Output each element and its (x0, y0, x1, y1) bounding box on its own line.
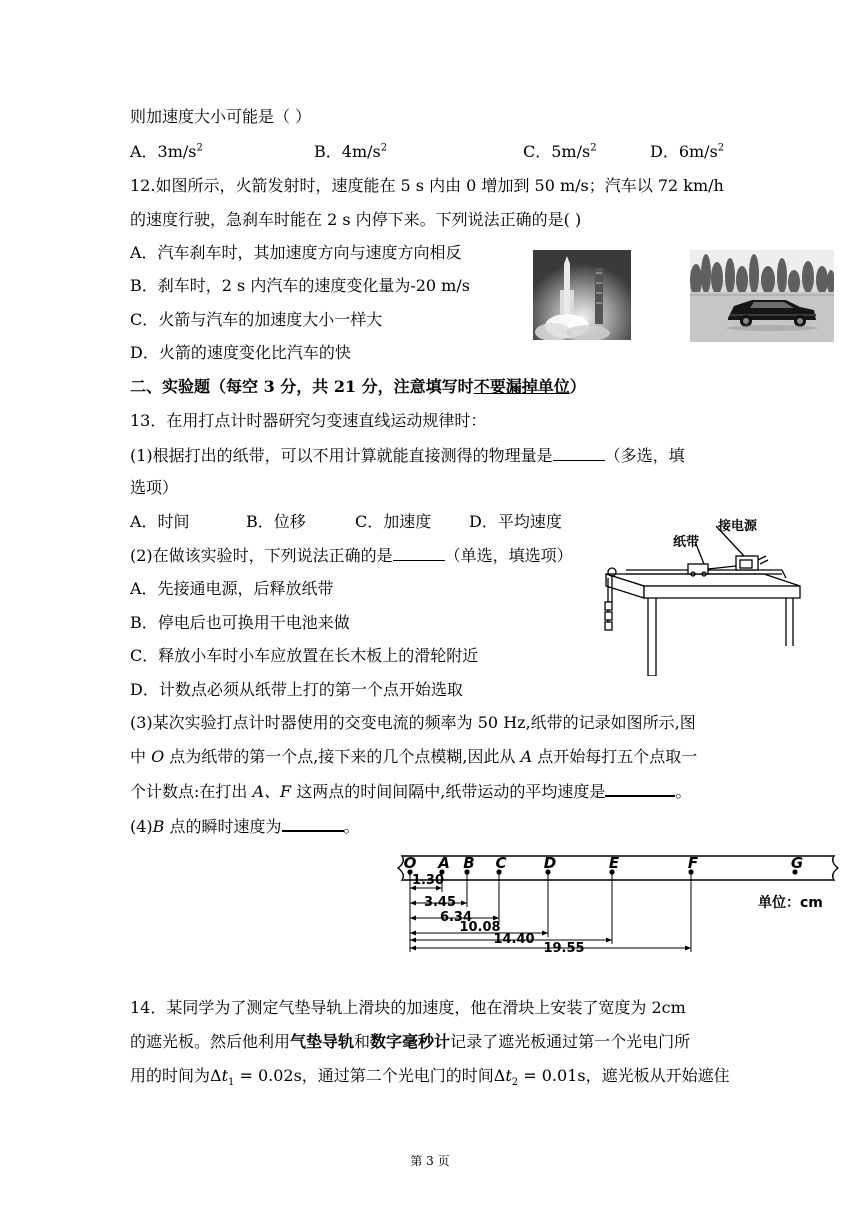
q11-option-a: A．$3m/s^2$ (130, 142, 203, 161)
tape-label-a: A (438, 854, 450, 872)
q14-line3: 用的时间为$\Delta t_1 = 0.02s$，通过第二个光电门的时间$\Delta t_2 = 0.01s$，遮光板从开始遮住 (130, 1066, 730, 1089)
q13-p1-option-a: A．时间 (130, 512, 190, 531)
q12-option-b: B．刹车时，2 s 内汽车的速度变化量为-20 m/s (130, 276, 470, 295)
answer-blank[interactable] (282, 815, 344, 832)
tape-distance-5: 14.40 (493, 932, 535, 947)
q13-p2-option-b: B．停电后也可换用干电池来做 (130, 613, 350, 632)
tape-label-g: G (790, 854, 804, 872)
answer-blank[interactable] (393, 545, 445, 561)
q11-tail: 则加速度大小可能是（ ） (130, 107, 312, 126)
tape-label-f: F (687, 854, 699, 872)
q13-part3-line3: 个计数点:在打出 A、F 这两点的时间间隔中,纸带运动的平均速度是 。 (130, 782, 692, 801)
tape-unit: 单位：cm (758, 895, 823, 911)
q13-stem: 13．在用打点计时器研究匀变速直线运动规律时： (130, 411, 487, 430)
tape-distance-1: 1.30 (411, 873, 445, 888)
section-2-heading: 二、实验题（每空 3 分，共 21 分，注意填写时不要漏掉单位） (130, 377, 586, 396)
tape-label-e: E (608, 854, 620, 872)
car-photo (690, 250, 834, 342)
label-tape: 纸带 (672, 535, 700, 550)
answer-blank[interactable] (553, 445, 605, 461)
q13-p2-option-c: C．释放小车时小车应放置在长木板上的滑轮附近 (130, 646, 479, 665)
q12-line1: 12.如图所示，火箭发射时，速度能在 5 s 内由 0 增加到 50 m/s；汽车以 72 km/h (130, 176, 724, 195)
q13-part1-line1: (1)根据打出的纸带，可以不用计算就能直接测得的物理量是 （多选，填 (130, 446, 685, 465)
q12-option-c: C．火箭与汽车的加速度大小一样大 (130, 310, 383, 329)
q12-option-d: D．火箭的速度变化比汽车的快 (130, 343, 351, 362)
q12-option-a: A．汽车刹车时，其加速度方向与速度方向相反 (130, 243, 462, 262)
tape-distance-3: 6.34 (439, 910, 473, 925)
q13-part1-line2: 选项） (130, 478, 179, 497)
tape-label-b: B (463, 854, 475, 872)
answer-blank[interactable] (605, 780, 675, 797)
q13-part3-line2: 中 O 点为纸带的第一个点,接下来的几个点模糊,因此从 A 点开始每打五个点取一 (130, 747, 698, 766)
q14-line2: 的遮光板。然后他利用气垫导轨和数字毫秒计记录了遮光板通过第一个光电门所 (130, 1032, 691, 1051)
q13-part2-line: (2)在做该实验时，下列说法正确的是 （单选，填选项） (130, 546, 573, 565)
tape-distance-4: 10.08 (459, 920, 501, 935)
q13-p1-option-b: B．位移 (246, 512, 306, 531)
q11-option-b: B．$4m/s^2$ (314, 142, 388, 161)
q11-option-c: C．$5m/s^2$ (523, 142, 597, 161)
q12-line2: 的速度行驶，急刹车时能在 2 s 内停下来。下列说法正确的是( ) (130, 210, 582, 229)
apparatus-diagram (586, 516, 816, 676)
q11-option-d: D．$6m/s^2$ (650, 142, 725, 161)
tape-distance-2: 3.45 (423, 895, 457, 910)
tape-label-d: D (543, 854, 557, 872)
q13-part3-line1: (3)某次实验打点计时器使用的交变电流的频率为 50 Hz,纸带的记录如图所示,图 (130, 713, 696, 732)
q13-p1-option-d: D．平均速度 (469, 512, 562, 531)
label-power: 接电源 (718, 519, 758, 534)
q13-p2-option-d: D．计数点必须从纸带上打的第一个点开始选取 (130, 680, 463, 699)
q14-line1: 14．某同学为了测定气垫导轨上滑块的加速度，他在滑块上安装了宽度为 2cm (130, 998, 686, 1017)
page-number: 第 3 页 (410, 1154, 450, 1168)
tape-label-o: O (403, 854, 417, 872)
tape-distance-6: 19.55 (543, 941, 585, 956)
tape-label-c: C (495, 854, 507, 872)
paper-tape-diagram (386, 848, 846, 970)
q13-p2-option-a: A．先接通电源，后释放纸带 (130, 579, 334, 598)
rocket-photo (533, 250, 631, 340)
q13-p1-option-c: C．加速度 (355, 512, 432, 531)
q13-part4-line: (4)B 点的瞬时速度为 。 (130, 817, 360, 836)
